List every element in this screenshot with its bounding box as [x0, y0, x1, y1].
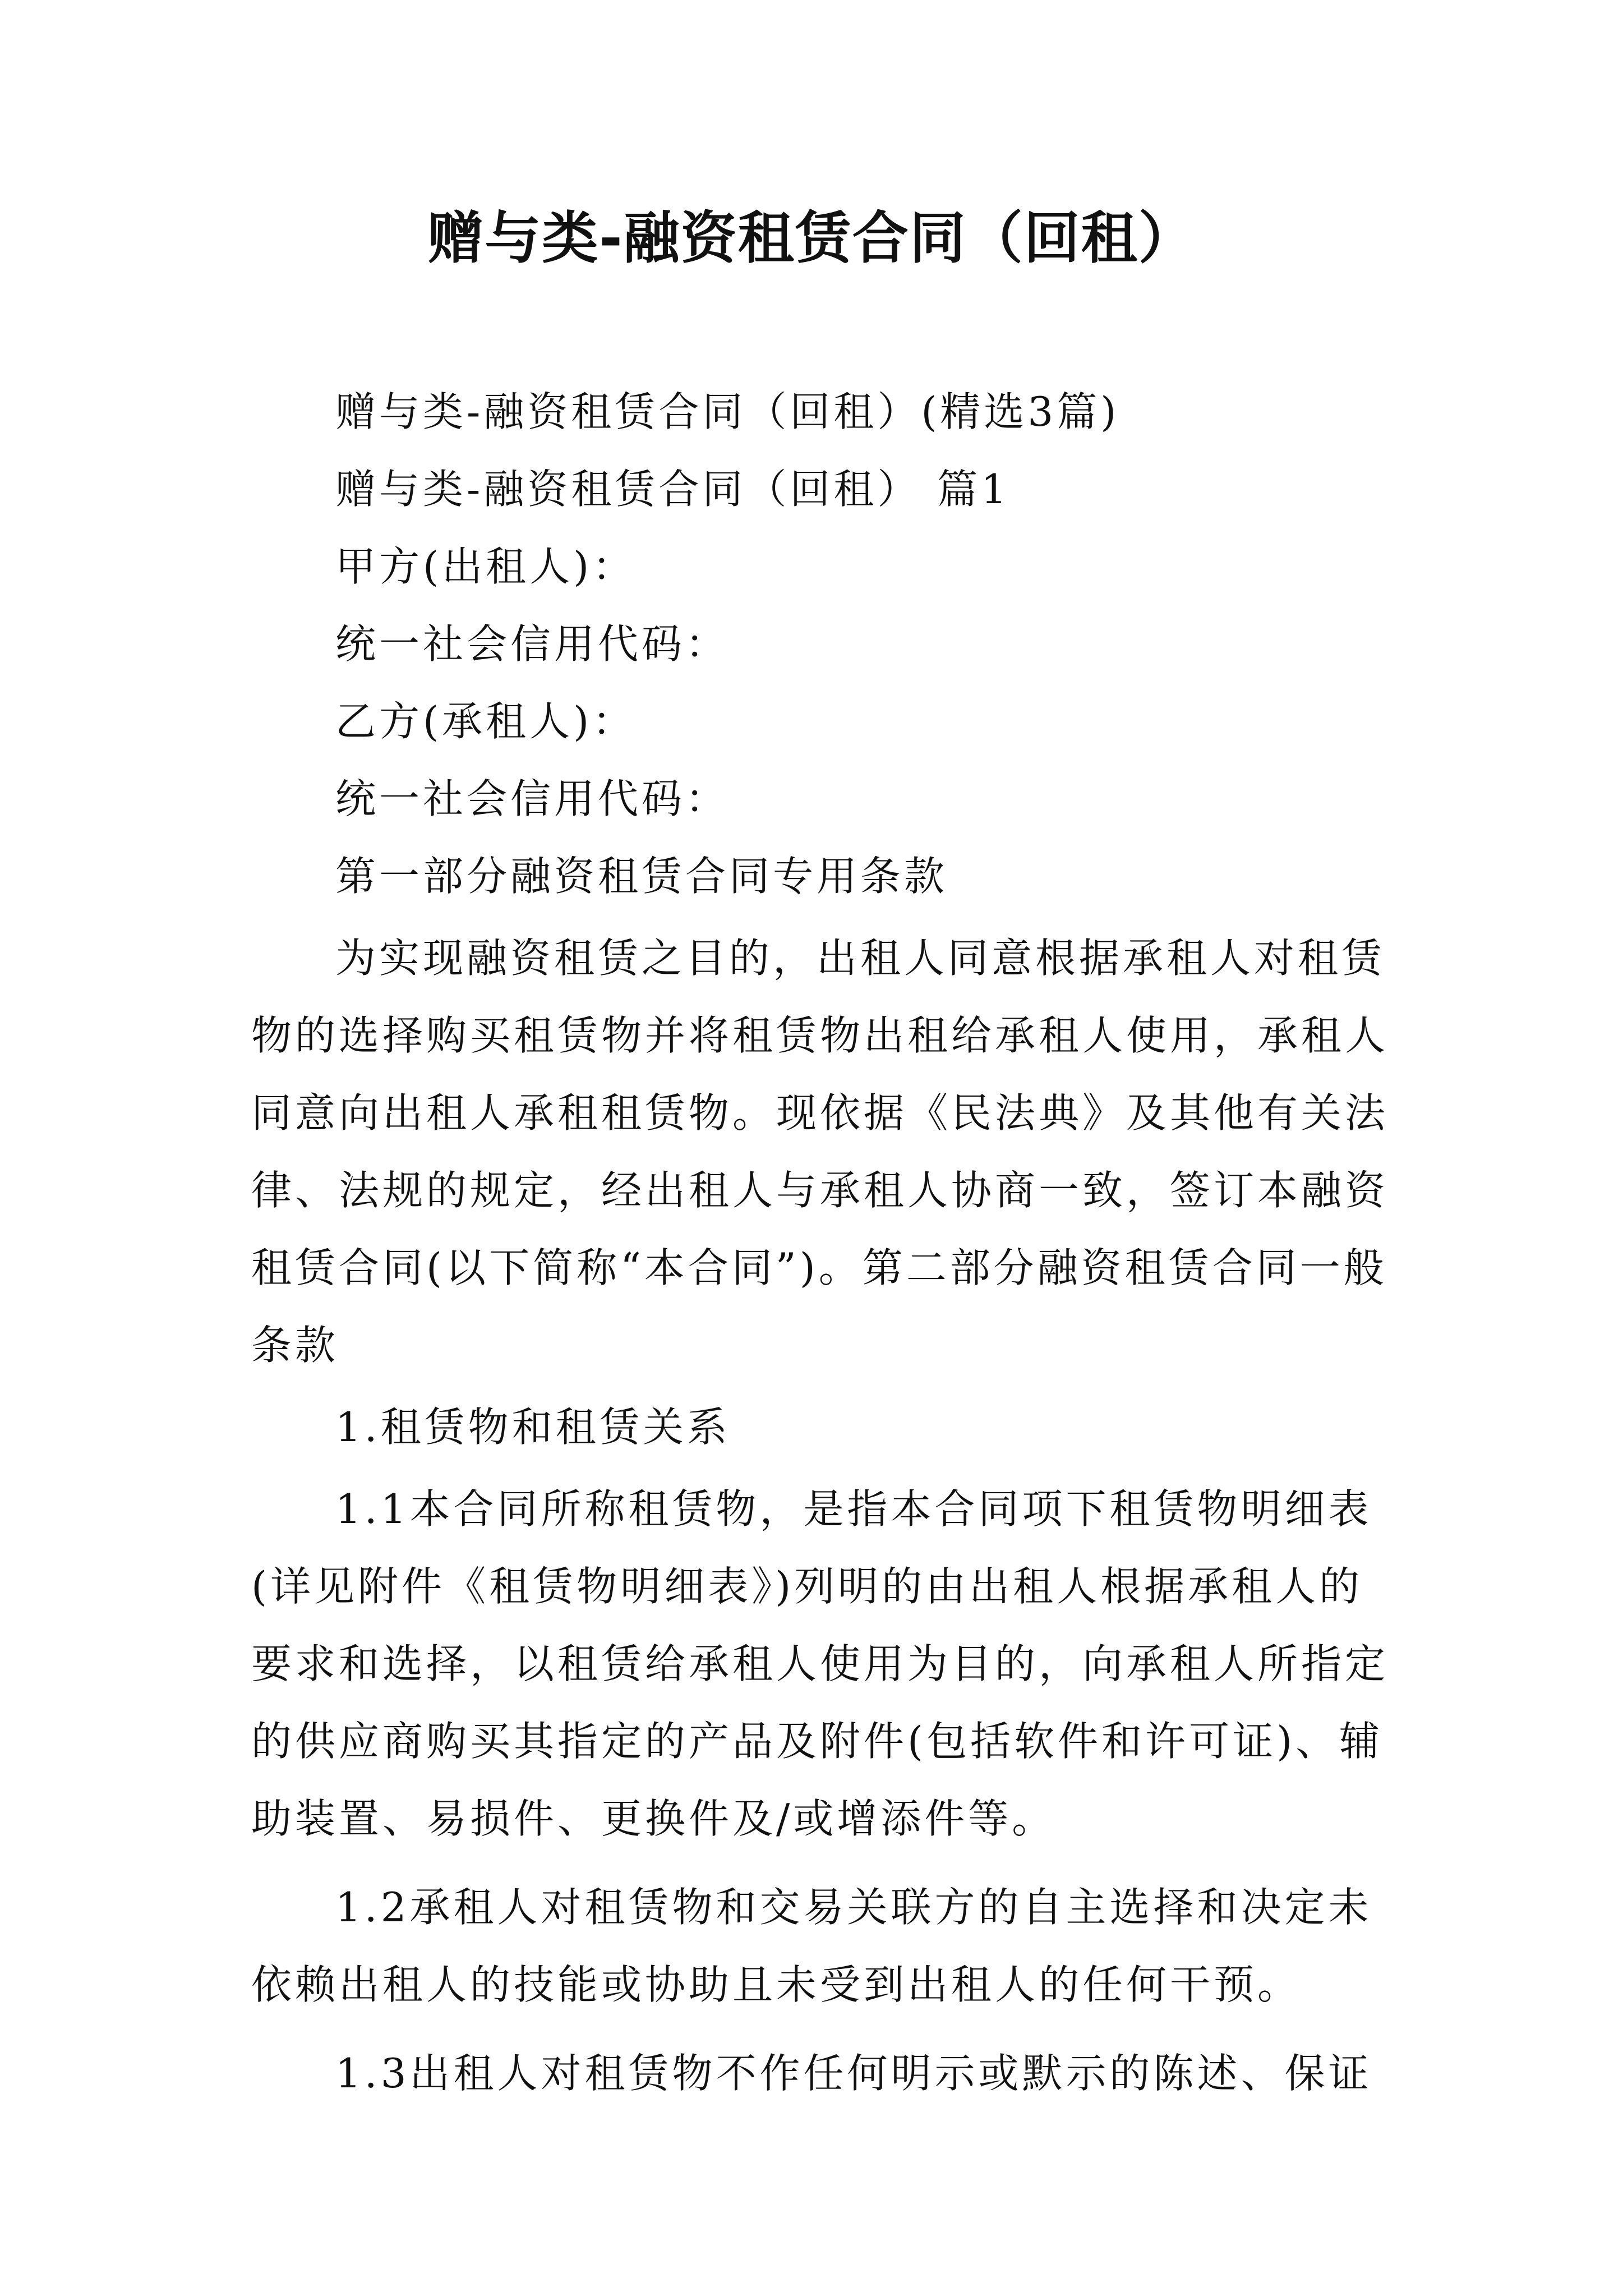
document-body — [251, 373, 1390, 2112]
document-title: 赠与类-融资租赁合同（回租） — [427, 205, 1196, 271]
paragraph-clause-1: 1.租赁物和租赁关系 — [335, 1404, 731, 1451]
paragraph-party-b-credit-code: 统一社会信用代码： — [335, 775, 730, 822]
paragraph-party-a: 甲方(出租人)： — [335, 543, 637, 590]
paragraph-clause-1-1: 1.1本合同所称租赁物，是指本合同项下租赁物明细表(详见附件《租赁物明细表》)列明的由出租人根据承租人的要求和选择，以租赁给承租人使用为目的，向承租人所指定的供应商购买其指定的产品及附件(包括软件和许可证)、辅助装置、易损件、更换件及/或增添件等。 — [251, 1485, 1389, 1842]
paragraph-collection-heading: 赠与类-融资租赁合同（回租）(精选3篇) — [335, 388, 1120, 435]
paragraph-clause-1-2: 1.2承租人对租赁物和交易关联方的自主选择和决定未依赖出租人的技能或协助且未受到出租人的任何干预。 — [251, 1884, 1372, 2008]
paragraph-preamble: 为实现融资租赁之目的，出租人同意根据承租人对租赁物的选择购买租赁物并将租赁物出租给承租人使用，承租人同意向出租人承租租赁物。现依据《民法典》及其他有关法律、法规的规定，经出租人与承租人协商一致，签订本融资租赁合同(以下简称“本合同”)。第二部分融资租赁合同一般条款 — [251, 935, 1389, 1369]
paragraph-clause-1-3: 1.3出租人对租赁物不作任何明示或默示的陈述、保证 — [335, 2050, 1372, 2097]
paragraph-section-heading: 赠与类-融资租赁合同（回租） 篇1 — [335, 466, 1011, 513]
paragraph-part-one-heading: 第一部分融资租赁合同专用条款 — [335, 853, 948, 900]
paragraph-party-b: 乙方(承租人)： — [335, 698, 637, 745]
paragraph-party-a-credit-code: 统一社会信用代码： — [335, 620, 730, 668]
